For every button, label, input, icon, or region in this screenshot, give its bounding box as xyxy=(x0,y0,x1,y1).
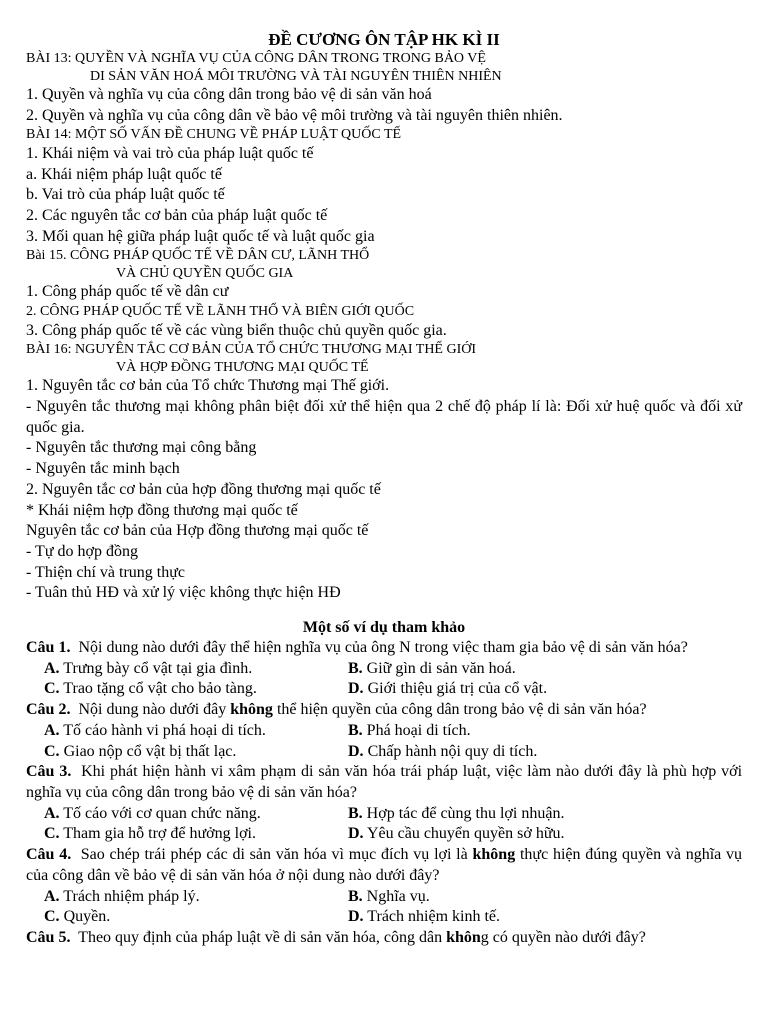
option-d: D. Yêu cầu chuyển quyền sở hữu. xyxy=(348,825,565,843)
lesson-14-item-b: b. Vai trò của pháp luật quốc tế xyxy=(26,186,225,204)
question-2-label: Câu 2. xyxy=(26,701,71,719)
question-3 xyxy=(26,762,742,803)
lesson-16-item-2b: Nguyên tắc cơ bản của Hợp đồng thương mại quốc tế xyxy=(26,522,369,540)
lesson-14-item-a: a. Khái niệm pháp luật quốc tế xyxy=(26,165,222,183)
option-a: A. Tố cáo hành vi phá hoại di tích. xyxy=(44,721,266,739)
question-4-label: Câu 4. xyxy=(26,846,72,864)
examples-title: Một số ví dụ tham khảo xyxy=(302,619,466,637)
lesson-16-item-1a: - Nguyên tắc thương mại không phân biệt đối xử thể hiện qua 2 chế độ pháp lí là: Đối xử huệ quốc và đối xử quốc gia. xyxy=(26,398,742,436)
lesson-13-item-2: 2. Quyền và nghĩa vụ của công dân về bảo vệ môi trường và tài nguyên thiên nhiên. xyxy=(26,106,563,124)
question-4-options xyxy=(26,887,742,928)
lesson-14-item-3: 3. Mối quan hệ giữa pháp luật quốc tế và luật quốc gia xyxy=(26,227,375,245)
lesson-13-heading-cont: DI SẢN VĂN HOÁ MÔI TRƯỜNG VÀ TÀI NGUYÊN THIÊN NHIÊN xyxy=(90,68,502,84)
option-d: D. Trách nhiệm kinh tế. xyxy=(348,908,501,926)
option-b: B. Hợp tác để cùng thu lợi nhuận. xyxy=(348,804,565,822)
lesson-15-heading: Bài 15. CÔNG PHÁP QUỐC TẾ VỀ DÂN CƯ, LÃNH THỔ xyxy=(26,248,370,264)
question-1-options xyxy=(26,659,742,700)
option-a: A. Trách nhiệm pháp lý. xyxy=(44,887,200,905)
option-d: D. Giới thiệu giá trị của cổ vật. xyxy=(348,680,548,698)
question-4: Câu 4. Sao chép trái phép các di sản văn hóa vì mục đích vụ lợi là không thực hiện đúng quyền và nghĩa vụ của công dân về bảo vệ di sản văn hóa ở nội dung nào dưới đây? xyxy=(26,846,743,884)
lesson-16-heading: BÀI 16: NGUYÊN TẮC CƠ BẢN CỦA TỔ CHỨC THƯƠNG MẠI THẾ GIỚI xyxy=(26,342,477,358)
lesson-15-item-3: 3. Công pháp quốc tế về các vùng biển thuộc chủ quyền quốc gia. xyxy=(26,321,447,339)
lesson-16-item-2c: - Tự do hợp đồng xyxy=(26,542,138,560)
lesson-16-item-1b: - Nguyên tắc thương mại công bằng xyxy=(26,439,257,457)
question-3-text: Khi phát hiện hành vi xâm phạm di sản văn hóa trái pháp luật, việc làm nào dưới đây là phù hợp với nghĩa vụ của công dân trong bảo vệ di sản văn hóa? xyxy=(26,763,743,801)
option-b: B. Nghĩa vụ. xyxy=(348,887,430,905)
lesson-16-item-1: 1. Nguyên tắc cơ bản của Tổ chức Thương mại Thế giới. xyxy=(26,377,390,395)
question-5-emphasis: khôn xyxy=(446,928,481,946)
question-3-options xyxy=(26,804,742,845)
question-3-label: Câu 3. xyxy=(26,763,72,781)
question-1-label: Câu 1. xyxy=(26,639,71,657)
option-d: D. Chấp hành nội quy di tích. xyxy=(348,742,538,760)
question-2-emphasis: không xyxy=(230,701,273,719)
question-4-emphasis: không xyxy=(472,846,516,864)
question-5-label: Câu 5. xyxy=(26,928,71,946)
question-1-text: Nội dung nào dưới đây thể hiện nghĩa vụ của ông N trong việc tham gia bảo vệ di sản văn hóa? xyxy=(78,639,688,657)
lesson-16-item-2: 2. Nguyên tắc cơ bản của hợp đồng thương mại quốc tế xyxy=(26,480,381,498)
option-b: B. Phá hoại di tích. xyxy=(348,721,471,739)
option-a: A. Tố cáo với cơ quan chức năng. xyxy=(44,804,261,822)
lesson-14-heading: BÀI 14: MỘT SỐ VẤN ĐỀ CHUNG VỀ PHÁP LUẬT QUỐC TẾ xyxy=(26,127,402,143)
question-1 xyxy=(26,638,742,659)
lesson-15-heading-cont: VÀ CHỦ QUYỀN QUỐC GIA xyxy=(116,265,294,281)
option-c: C. Trao tặng cổ vật cho bảo tàng. xyxy=(44,680,257,698)
option-a: A. Trưng bày cổ vật tại gia đình. xyxy=(44,659,253,677)
lesson-16-item-1c: - Nguyên tắc minh bạch xyxy=(26,460,180,478)
option-b: B. Giữ gìn di sản văn hoá. xyxy=(348,659,516,677)
document-title: ĐỀ CƯƠNG ÔN TẬP HK KÌ II xyxy=(268,30,500,49)
lesson-13-item-1: 1. Quyền và nghĩa vụ của công dân trong bảo vệ di sản văn hoá xyxy=(26,86,432,103)
lesson-14-item-2: 2. Các nguyên tắc cơ bản của pháp luật quốc tế xyxy=(26,207,328,225)
question-2: Câu 2. Nội dung nào dưới đây không thể hiện quyền của công dân trong bảo vệ di sản văn hóa? xyxy=(26,701,647,719)
option-c: C. Quyền. xyxy=(44,908,111,926)
lesson-16-item-2a: * Khái niệm hợp đồng thương mại quốc tế xyxy=(26,501,298,519)
option-c: C. Giao nộp cổ vật bị thất lạc. xyxy=(44,742,237,760)
lesson-13-heading: BÀI 13: QUYỀN VÀ NGHĨA VỤ CỦA CÔNG DÂN TRONG TRONG BẢO VỆ xyxy=(26,51,486,66)
lesson-14-item-1: 1. Khái niệm và vai trò của pháp luật quốc tế xyxy=(26,144,314,162)
lesson-15-item-2: 2. CÔNG PHÁP QUỐC TẾ VỀ LÃNH THỔ VÀ BIÊN GIỚI QUỐC xyxy=(26,304,415,320)
option-c: C. Tham gia hỗ trợ để hưởng lợi. xyxy=(44,825,256,843)
lesson-16-item-2e: - Tuân thủ HĐ và xử lý việc không thực hiện HĐ xyxy=(26,584,341,602)
question-2-options xyxy=(26,721,742,762)
lesson-16-heading-cont: VÀ HỢP ĐỒNG THƯƠNG MẠI QUỐC TẾ xyxy=(116,359,369,375)
lesson-15-item-1: 1. Công pháp quốc tế về dân cư xyxy=(26,283,229,301)
lesson-16-item-2d: - Thiện chí và trung thực xyxy=(26,563,185,581)
question-5: Câu 5. Theo quy định của pháp luật về di sản văn hóa, công dân không có quyền nào dưới đây? xyxy=(26,928,646,946)
